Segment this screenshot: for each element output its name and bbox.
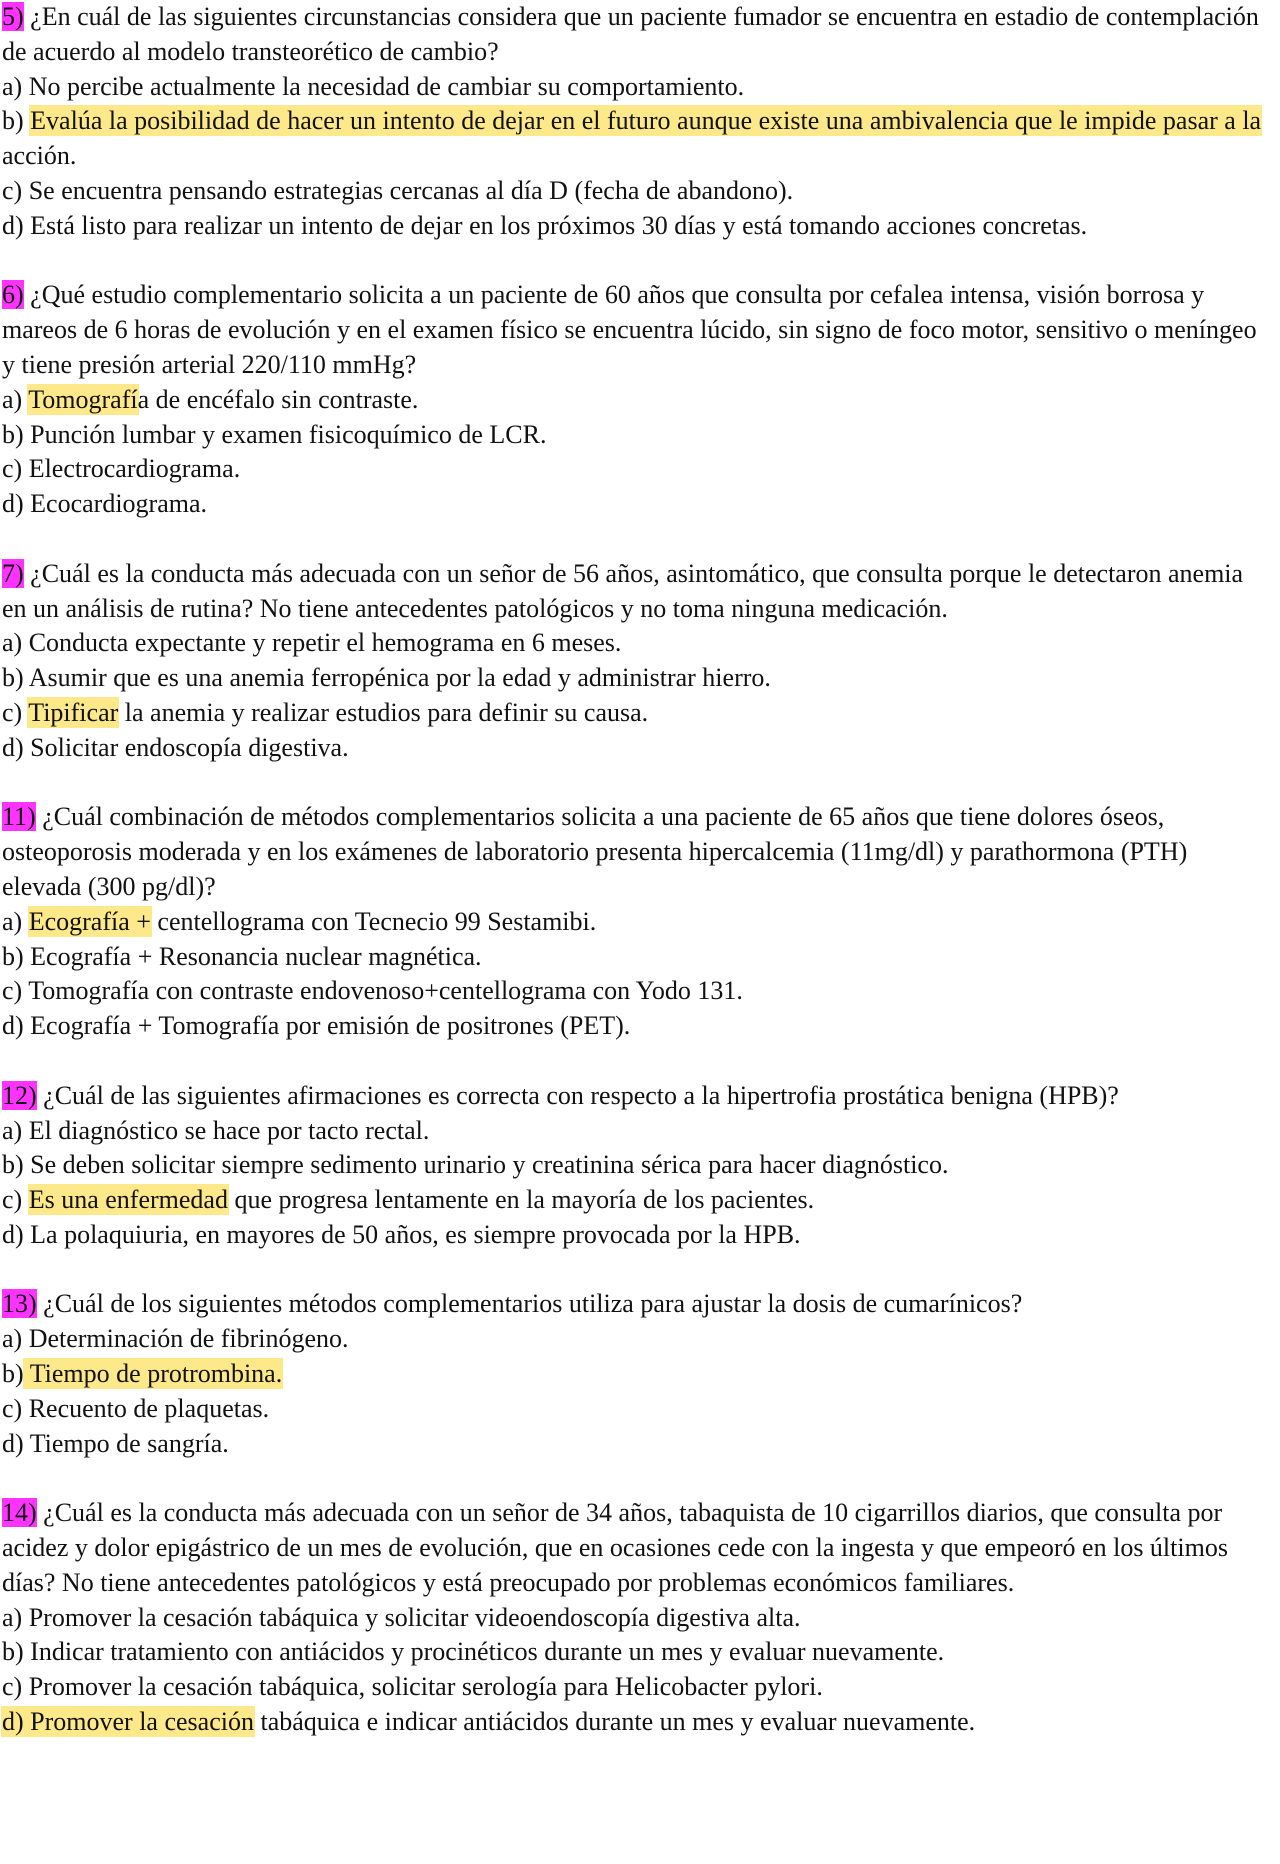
question-5 bbox=[2, 0, 1272, 244]
question-stem bbox=[2, 800, 1272, 904]
question-text: ¿En cuál de las siguientes circunstancias considera que un paciente fumador se encuentra en estadio de contemplación de acuerdo al modelo transteorético de cambio? bbox=[2, 2, 1259, 66]
option-d: d) La polaquiuria, en mayores de 50 años, es siempre provocada por la HPB. bbox=[2, 1219, 801, 1249]
option-d: d) Ecocardiograma. bbox=[2, 489, 208, 519]
option-d: d) Está listo para realizar un intento de dejar en los próximos 30 días y está tomando acciones concretas. bbox=[2, 210, 1088, 240]
question-number: 6) bbox=[2, 280, 24, 310]
question-11 bbox=[2, 800, 1272, 1044]
question-number: 13) bbox=[2, 1289, 37, 1319]
highlight: Tomografí bbox=[28, 384, 138, 414]
option-c: c) Electrocardiograma. bbox=[2, 454, 241, 484]
option-c: c) Tomografía con contraste endovenoso+centellograma con Yodo 131. bbox=[2, 976, 743, 1006]
question-text: ¿Cuál es la conducta más adecuada con un señor de 34 años, tabaquista de 10 cigarrillos diarios, que consulta por acidez y dolor epigástrico de un mes de evolución, que en ocasiones cede con la ingesta y que empeoró en los últimos días? No tiene antecedentes patológicos y está preocupado por problemas económicos familiares. bbox=[2, 1498, 1228, 1597]
option-b: b) Punción lumbar y examen fisicoquímico de LCR. bbox=[2, 419, 547, 449]
option-c: c) Es una enfermedad que progresa lentamente en la mayoría de los pacientes. bbox=[2, 1185, 815, 1215]
option-d: d) Tiempo de sangría. bbox=[2, 1428, 229, 1458]
question-number: 12) bbox=[2, 1080, 37, 1110]
option-c: c) Recuento de plaquetas. bbox=[2, 1393, 270, 1423]
option-d: d) Promover la cesación tabáquica e indicar antiácidos durante un mes y evaluar nuevamente. bbox=[2, 1707, 976, 1737]
question-text: ¿Cuál de las siguientes afirmaciones es correcta con respecto a la hipertrofia prostática benigna (HPB)? bbox=[43, 1080, 1119, 1110]
option-a: a) Conducta expectante y repetir el hemograma en 6 meses. bbox=[2, 628, 622, 658]
option-c: c) Se encuentra pensando estrategias cercanas al día D (fecha de abandono). bbox=[2, 175, 794, 205]
highlight: Tipificar bbox=[28, 697, 119, 727]
highlight: Evalúa la posibilidad de hacer un intento de dejar en el futuro aunque existe una ambivalencia que le impide pasar a la bbox=[30, 106, 1262, 136]
option-a: a) Determinación de fibrinógeno. bbox=[2, 1324, 349, 1354]
question-number: 14) bbox=[2, 1498, 37, 1528]
question-7 bbox=[2, 557, 1272, 766]
option-a: a) El diagnóstico se hace por tacto rectal. bbox=[2, 1115, 430, 1145]
option-d: d) Solicitar endoscopía digestiva. bbox=[2, 732, 349, 762]
question-stem bbox=[2, 557, 1272, 627]
question-14 bbox=[2, 1496, 1272, 1740]
option-b: b) Se deben solicitar siempre sedimento urinario y creatinina sérica para hacer diagnóstico. bbox=[2, 1150, 949, 1180]
question-text: ¿Cuál de los siguientes métodos complementarios utiliza para ajustar la dosis de cumarínicos? bbox=[43, 1289, 1023, 1319]
option-c: c) Tipificar la anemia y realizar estudios para definir su causa. bbox=[2, 697, 649, 727]
highlight: Ecografía + bbox=[28, 906, 151, 936]
question-number: 5) bbox=[2, 2, 24, 31]
option-a: a) Tomografía de encéfalo sin contraste. bbox=[2, 384, 419, 414]
question-text: ¿Cuál es la conducta más adecuada con un señor de 56 años, asintomático, que consulta porque le detectaron anemia en un análisis de rutina? No tiene antecedentes patológicos y no toma ninguna medicación. bbox=[2, 558, 1244, 623]
option-d: d) Ecografía + Tomografía por emisión de positrones (PET). bbox=[2, 1011, 631, 1041]
option-b: b) Tiempo de protrombina. bbox=[2, 1359, 283, 1389]
question-stem bbox=[2, 1287, 1272, 1322]
option-b: b) Asumir que es una anemia ferropénica por la edad y administrar hierro. bbox=[2, 663, 771, 693]
option-a: a) Promover la cesación tabáquica y solicitar videoendoscopía digestiva alta. bbox=[2, 1602, 801, 1632]
option-b: b) Ecografía + Resonancia nuclear magnética. bbox=[2, 941, 482, 971]
option-c: c) Promover la cesación tabáquica, solicitar serología para Helicobacter pylori. bbox=[2, 1672, 823, 1702]
question-13 bbox=[2, 1287, 1272, 1461]
option-b: b) Indicar tratamiento con antiácidos y procinéticos durante un mes y evaluar nuevamente. bbox=[2, 1637, 945, 1667]
question-number: 7) bbox=[2, 558, 24, 588]
question-text: ¿Qué estudio complementario solicita a un paciente de 60 años que consulta por cefalea intensa, visión borrosa y mareos de 6 horas de evolución y en el examen físico se encuentra lúcido, sin signo de foco motor, sensitivo o meníngeo y tiene presión arterial 220/110 mmHg? bbox=[2, 280, 1257, 379]
option-b: b) Evalúa la posibilidad de hacer un intento de dejar en el futuro aunque existe una ambivalencia que le impide pasar a la acción. bbox=[2, 106, 1262, 171]
question-stem bbox=[2, 1496, 1272, 1600]
option-a: a) No percibe actualmente la necesidad de cambiar su comportamiento. bbox=[2, 71, 745, 101]
question-number: 11) bbox=[2, 802, 36, 832]
question-6 bbox=[2, 278, 1272, 522]
question-12 bbox=[2, 1079, 1272, 1253]
highlight: Tiempo de protrombina. bbox=[23, 1359, 283, 1389]
question-text: ¿Cuál combinación de métodos complementarios solicita a una paciente de 65 años que tiene dolores óseos, osteoporosis moderada y en los exámenes de laboratorio presenta hipercalcemia (11mg/dl) y parathormona (PTH) elevada (300 pg/dl)? bbox=[2, 802, 1188, 901]
option-a: a) Ecografía + centellograma con Tecnecio 99 Sestamibi. bbox=[2, 906, 597, 936]
highlight: Es una enfermedad bbox=[28, 1185, 228, 1215]
highlight: d) Promover la cesación bbox=[2, 1707, 254, 1737]
question-stem bbox=[2, 1079, 1272, 1114]
question-stem bbox=[2, 278, 1272, 382]
question-stem bbox=[2, 0, 1272, 70]
